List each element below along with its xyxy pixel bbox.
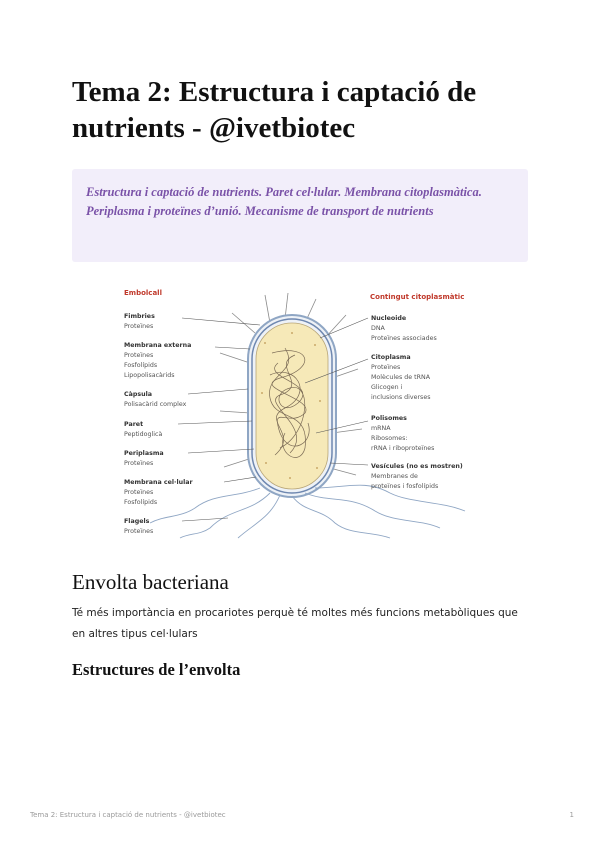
label-citoplasma-2: Molècules de tRNA [371,374,431,381]
label-membrana-cellular-1: Proteïnes [124,489,154,496]
label-polisomes-1: mRNA [371,425,391,432]
label-flagels: Flagels [124,518,150,525]
page-title: Tema 2: Estructura i captació de nutrients - @ivetbiotec [72,76,477,144]
label-membrana-externa-1: Proteïnes [124,352,154,359]
label-capsula: Càpsula [124,391,153,398]
label-membrana-cellular-2: Fosfolípids [124,499,158,506]
label-nucleoide-2: Proteïnes associades [371,335,437,342]
label-membrana-externa: Membrana externa [124,342,192,349]
label-polisomes: Polisomes [371,415,407,422]
label-membrana-externa-2: Fosfolípids [124,362,158,369]
right-header: Contingut citoplasmàtic [370,293,465,301]
label-polisomes-3: rRNA i riboproteïnes [371,445,435,452]
label-fimbries-1: Proteïnes [124,323,154,330]
label-vesicules-2: proteïnes i fosfolípids [371,483,439,490]
label-membrana-cellular: Membrana cel·lular [124,479,193,486]
label-paret-1: Peptidoglicà [124,431,163,438]
label-citoplasma-3: Glicogen i [371,384,403,391]
label-nucleoide: Nucleoide [371,315,407,322]
label-fimbries: Fimbries [124,313,155,320]
label-periplasma: Periplasma [124,450,164,457]
bacterium-diagram [120,283,476,545]
label-citoplasma: Citoplasma [371,354,411,361]
subsection-heading: Estructures de l’envolta [72,660,241,679]
label-periplasma-1: Proteïnes [124,460,154,467]
label-vesicules-1: Membranes de [371,473,418,480]
label-citoplasma-1: Proteïnes [371,364,401,371]
page-number: 1 [569,811,574,819]
left-header: Embolcall [124,289,162,297]
label-capsula-1: Polisacàrid complex [124,401,187,408]
footer-text: Tema 2: Estructura i captació de nutrients - @ivetbiotec [30,811,226,819]
summary-callout [72,169,528,262]
label-membrana-externa-3: Lipopolisacàrids [124,372,175,379]
label-flagels-1: Proteïnes [124,528,154,535]
label-vesicules: Vesícules (no es mostren) [371,463,463,470]
page-footer [30,811,574,819]
section-paragraph: Té més importància en procariotes perquè té moltes més funcions metabòliques que en altres tipus cel·lulars [72,607,518,640]
label-citoplasma-4: inclusions diverses [371,394,431,401]
label-nucleoide-1: DNA [371,325,385,332]
label-paret: Paret [124,421,144,428]
section-heading: Envolta bacteriana [72,570,229,594]
callout-text: Estructura i captació de nutrients. Paret cel·lular. Membrana citoplasmàtica. Periplasma i proteïnes d’unió. Mecanisme de transport de nutrients [86,185,482,218]
label-polisomes-2: Ribosomes: [371,435,408,442]
cytoplasm [256,323,328,489]
